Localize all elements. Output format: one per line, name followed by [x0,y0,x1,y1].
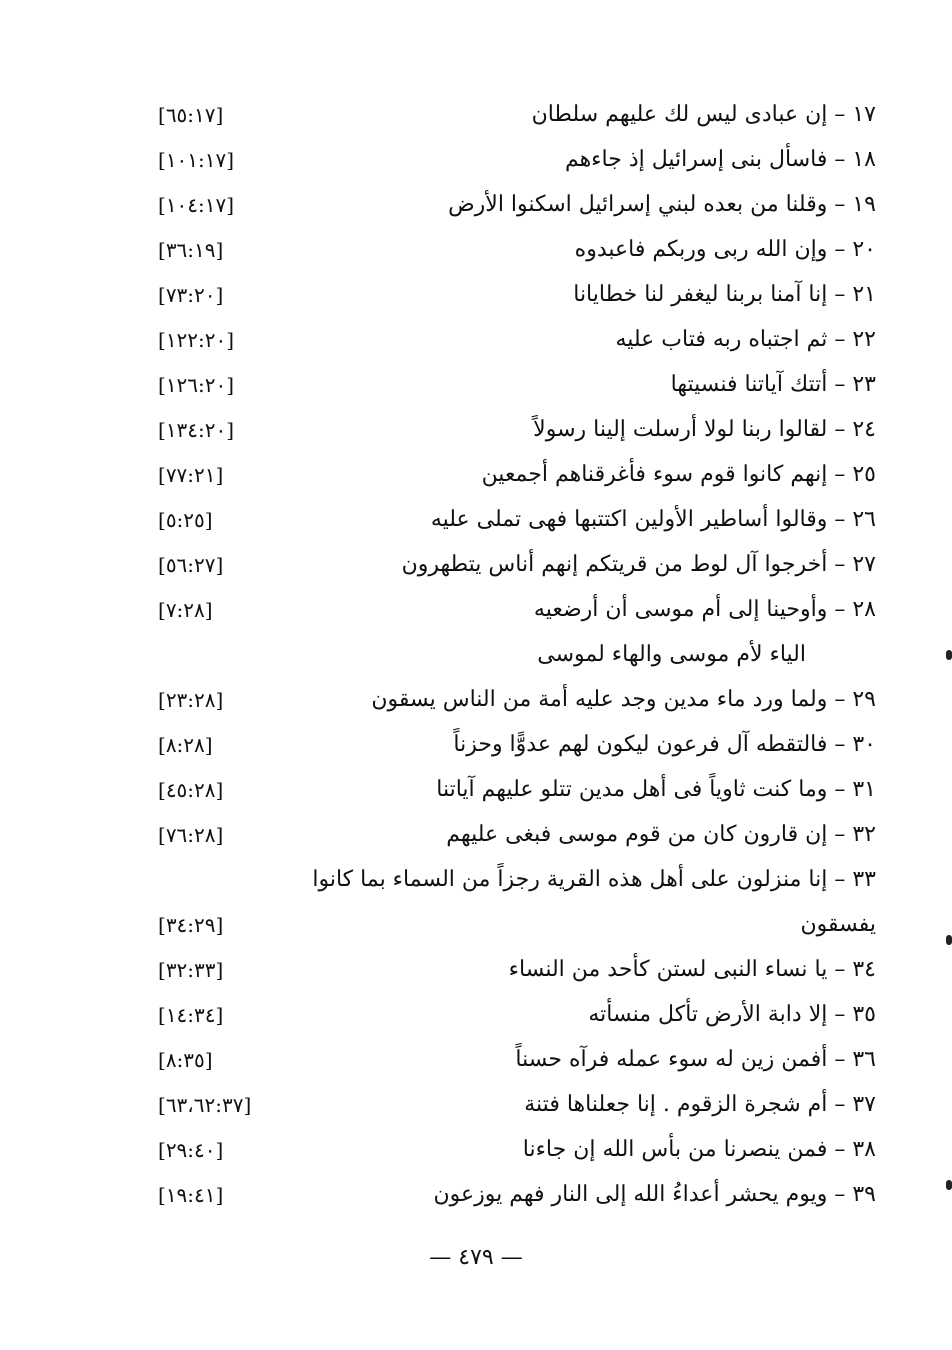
verse-reference: [٢٩:٤٠] [158,1138,224,1162]
verse-entry [150,455,876,495]
verse-text: ٣٩ – ويوم يحشر أعداءُ الله إلى النار فهم يوزعون [433,1182,876,1207]
verse-entry [150,725,876,765]
verse-entry [150,1130,876,1170]
verse-entry [150,365,876,405]
verse-text: ٢٢ – ثم اجتباه ربه فتاب عليه [615,327,876,352]
verse-text: ٣٦ – أفمن زين له سوء عمله فرآه حسناً [515,1047,876,1072]
verse-entry [150,815,876,855]
verse-reference: [١٤:٣٤] [158,1003,224,1027]
verse-entry [150,95,876,135]
scan-mark [946,650,952,660]
verse-reference: [٣٢:٣٣] [158,958,224,982]
verse-text: ١٨ – فاسأل بنى إسرائيل إذ جاءهم [564,147,876,172]
verse-entry [150,1175,876,1215]
verse-reference: [٥:٢٥] [158,508,213,532]
scan-mark [946,935,952,945]
verse-reference: [٧:٢٨] [158,598,213,622]
verse-entry [150,320,876,360]
verse-reference: [١٢٢:٢٠] [158,328,235,352]
verse-text: ٣٣ – إنا منزلون على أهل هذه القرية رجزاً من السماء بما كانوا [312,867,876,892]
verse-text: ٢٧ – أخرجوا آل لوط من قريتكم إنهم أناس يتطهرون [401,552,876,577]
verse-text: ٢٣ – أتتك آياتنا فنسيتها [670,372,876,397]
verse-text: ٣٢ – إن قارون كان من قوم موسى فبغى عليهم [446,822,876,847]
verse-entry [150,905,876,945]
verse-text: ٢٨ – وأوحينا إلى أم موسى أن أرضعيه [533,597,876,622]
verse-reference: [٦٥:١٧] [158,103,224,127]
verse-text: ٢١ – إنا آمنا بربنا ليغفر لنا خطايانا [573,282,876,307]
verse-reference: [٨:٣٥] [158,1048,213,1072]
verse-entry [150,770,876,810]
verse-entry [150,590,876,630]
verse-reference: [١٠٤:١٧] [158,193,235,217]
verse-text: ٢٤ – لقالوا ربنا لولا أرسلت إلينا رسولاً [533,417,876,442]
verse-entry [150,950,876,990]
verse-text: ١٩ – وقلنا من بعده لبني إسرائيل اسكنوا الأرض [448,192,876,217]
verse-reference: [٥٦:٢٧] [158,553,224,577]
verse-entry [150,410,876,450]
verse-text: ٣٠ – فالتقطه آل فرعون ليكون لهم عدوًّا وحزناً [453,732,876,757]
verse-text: ٣٧ – أم شجرة الزقوم . إنا جعلناها فتنة [524,1092,876,1117]
verse-text: ٣٤ – يا نساء النبى لستن كأحد من النساء [508,957,876,982]
verse-entry [150,140,876,180]
verse-text: يفسقون [800,912,876,937]
verse-reference: [١٣٤:٢٠] [158,418,235,442]
verse-entry [150,1040,876,1080]
verse-reference: [١٩:٤١] [158,1183,224,1207]
verse-entry [150,680,876,720]
verse-text: الياء لأم موسى والهاء لموسى [537,642,806,667]
verse-entry [150,185,876,225]
verse-reference: [١٢٦:٢٠] [158,373,235,397]
verse-text: ٢٥ – إنهم كانوا قوم سوء فأغرقناهم أجمعين [481,462,876,487]
verse-text: ٣٥ – إلا دابة الأرض تأكل منسأته [588,1002,876,1027]
page-number: — ٤٧٩ — [429,1245,523,1270]
verse-reference: [٧٣:٢٠] [158,283,224,307]
verse-entry [150,1085,876,1125]
verse-text: ٣٨ – فمن ينصرنا من بأس الله إن جاءنا [522,1137,876,1162]
verse-reference: [٧٧:٢١] [158,463,224,487]
verse-text: ٢٦ – وقالوا أساطير الأولين اكتتبها فهى تملى عليه [430,507,876,532]
verse-entry [150,995,876,1035]
verse-reference: [٨:٢٨] [158,733,213,757]
verse-reference: [٢٣:٢٨] [158,688,224,712]
verse-entry [150,275,876,315]
verse-reference: [٣٦:١٩] [158,238,224,262]
verse-text: ٣١ – وما كنت ثاوياً فى أهل مدين تتلو عليهم آياتنا [436,777,876,802]
verse-text: ١٧ – إن عبادى ليس لك عليهم سلطان [531,102,876,127]
verse-entry [150,545,876,585]
verse-entry [150,500,876,540]
verse-entry [150,860,876,900]
verse-text: ٢٩ – ولما ورد ماء مدين وجد عليه أمة من الناس يسقون [371,687,876,712]
verse-reference: [٣٤:٢٩] [158,913,224,937]
verse-reference: [١٠١:١٧] [158,148,235,172]
verse-entry [150,635,876,675]
verse-reference: [٧٦:٢٨] [158,823,224,847]
verse-entry [150,230,876,270]
verse-reference: [٤٥:٢٨] [158,778,224,802]
verse-reference: [٦٣،٦٢:٣٧] [158,1093,252,1117]
scan-mark [946,1180,952,1190]
verse-text: ٢٠ – وإن الله ربى وربكم فاعبدوه [574,237,876,262]
